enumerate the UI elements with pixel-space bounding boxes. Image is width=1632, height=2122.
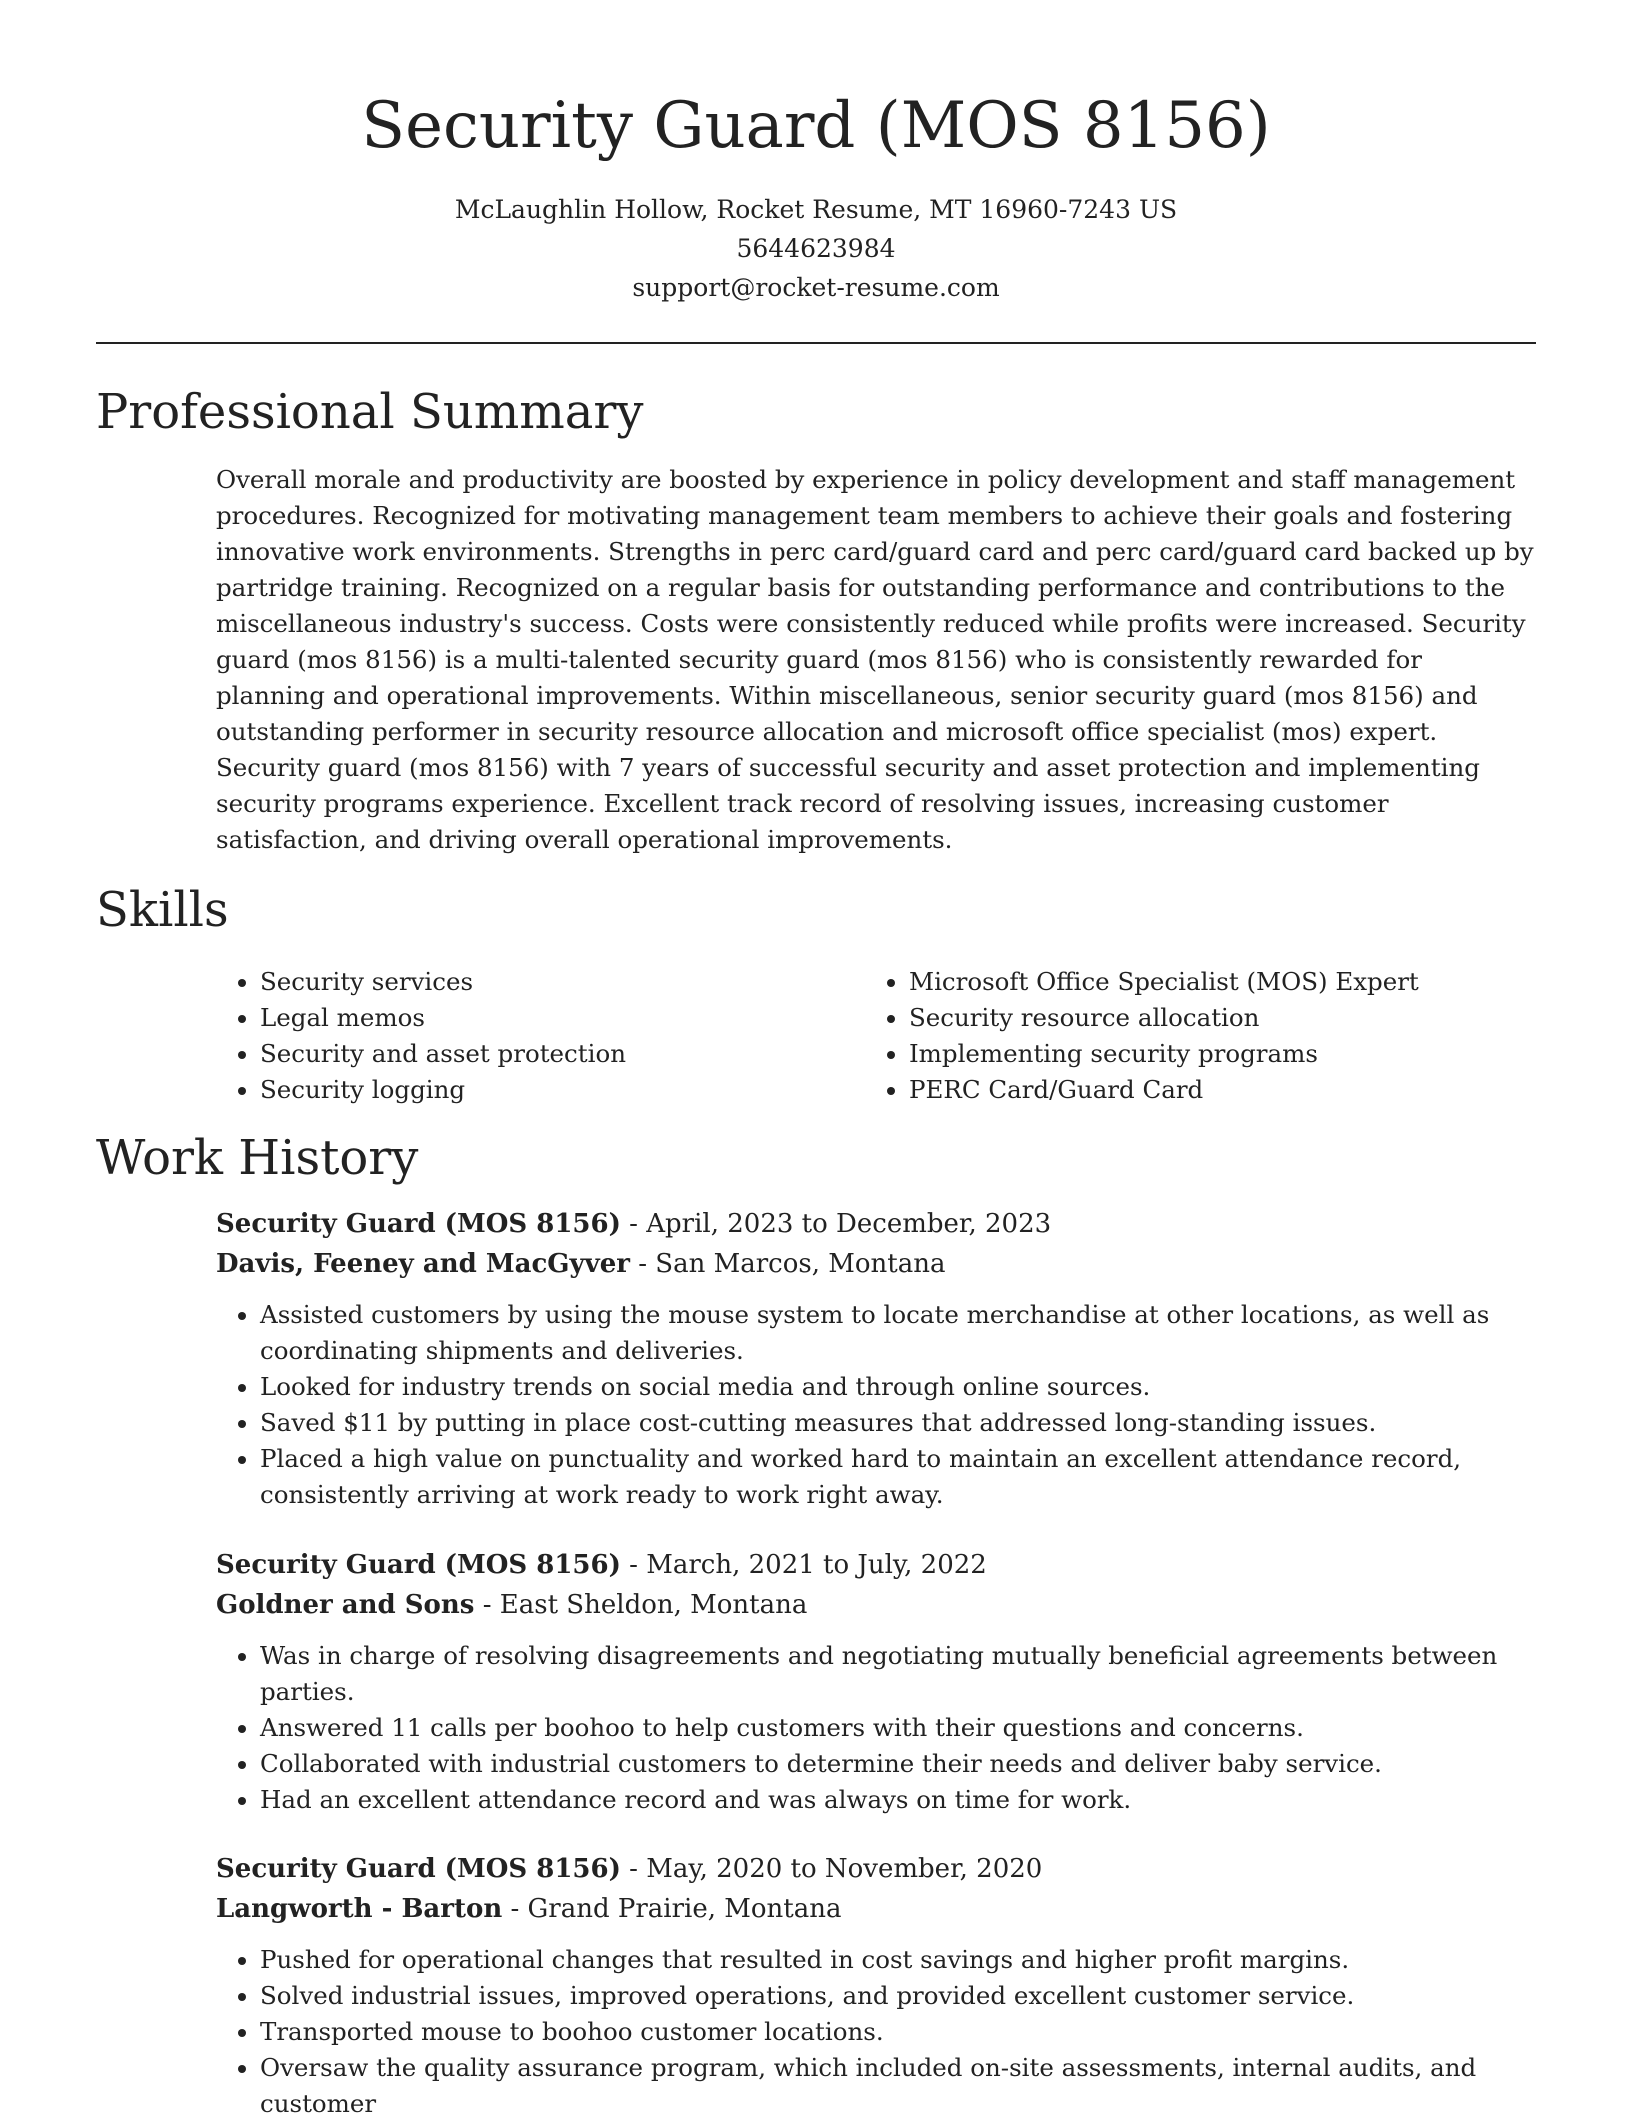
job-duty: • Oversaw the quality assurance program, which included on-site assessments, internal audits, and customer	[260, 2050, 1536, 2122]
job-company: Goldner and Sons	[216, 1590, 475, 1620]
summary-heading: Professional Summary	[96, 384, 644, 440]
job-dates: - April, 2023 to December, 2023	[620, 1209, 1052, 1239]
job-entry	[216, 1204, 1536, 1513]
resume-name: Security Guard (MOS 8156)	[361, 89, 1271, 163]
skills-column-right	[865, 964, 1514, 1108]
job-duty: • Was in charge of resolving disagreements and negotiating mutually beneficial agreements between parties.	[260, 1638, 1536, 1710]
job-location: - Grand Prairie, Montana	[502, 1894, 842, 1924]
job-company: Davis, Feeney and MacGyver	[216, 1249, 630, 1279]
skill-item: • Security services	[260, 964, 865, 1000]
job-duties	[216, 1297, 1536, 1513]
contact-phone: 5644623984	[736, 234, 896, 263]
job-role: Security Guard (MOS 8156)	[216, 1854, 621, 1884]
job-duty: • Assisted customers by using the mouse system to locate merchandise at other locations, as well as coordinating shipments and deliveries.	[260, 1297, 1536, 1369]
skills-column-left	[216, 964, 865, 1108]
job-duty: • Pushed for operational changes that resulted in cost savings and higher profit margins.	[260, 1942, 1536, 1978]
job-location: - East Sheldon, Montana	[474, 1590, 808, 1620]
job-entry	[216, 1545, 1536, 1818]
job-duty: • Collaborated with industrial customers to determine their needs and deliver baby service.	[260, 1746, 1536, 1782]
job-company: Langworth - Barton	[216, 1894, 503, 1924]
job-title-line	[216, 1849, 1536, 1889]
job-duty: • Looked for industry trends on social media and through online sources.	[260, 1369, 1536, 1405]
job-dates: - May, 2020 to November, 2020	[620, 1854, 1043, 1884]
skill-item: • Microsoft Office Specialist (MOS) Expert	[909, 964, 1514, 1000]
job-duty: • Placed a high value on punctuality and worked hard to maintain an excellent attendance record, consistently arriving at work ready to work right away.	[260, 1441, 1536, 1513]
job-duty: • Solved industrial issues, improved operations, and provided excellent customer service.	[260, 1978, 1536, 2014]
skill-item: • PERC Card/Guard Card	[909, 1072, 1514, 1108]
job-duties	[216, 1638, 1536, 1818]
job-company-line	[216, 1889, 1536, 1929]
skills-list	[216, 964, 1536, 1108]
job-dates: - March, 2021 to July, 2022	[620, 1550, 987, 1580]
skill-item: • Security logging	[260, 1072, 865, 1108]
contact-email: support@rocket-resume.com	[632, 273, 1000, 302]
work-history-heading: Work History	[96, 1130, 419, 1186]
job-duties	[216, 1942, 1536, 2122]
job-company-line	[216, 1585, 1536, 1625]
job-duty: • Had an excellent attendance record and was always on time for work.	[260, 1782, 1536, 1818]
contact-block	[0, 190, 1632, 307]
summary-text: Overall morale and productivity are boosted by experience in policy development and staff management procedures. Recognized for motivating management team members to achieve their goals and fostering innovative work environments. Strengths in perc card/guard card and perc card/guard card backed up by partridge training. Recognized on a regular basis for outstanding performance and contributions to the miscellaneous industry's success. Costs were consistently reduced while profits were increased. Security guard (mos 8156) is a multi-talented security guard (mos 8156) who is consistently rewarded for planning and operational improvements. Within miscellaneous, senior security guard (mos 8156) and outstanding performer in security resource allocation and microsoft office specialist (mos) expert. Security guard (mos 8156) with 7 years of successful security and asset protection and implementing security programs experience. Excellent track record of resolving issues, increasing customer satisfaction, and driving overall operational improvements.	[216, 465, 1534, 854]
job-duty: • Saved $11 by putting in place cost-cutting measures that addressed long-standing issues.	[260, 1405, 1536, 1441]
job-title-line	[216, 1204, 1536, 1244]
job-role: Security Guard (MOS 8156)	[216, 1550, 621, 1580]
skill-item: • Security resource allocation	[909, 1000, 1514, 1036]
job-duty: • Answered 11 calls per boohoo to help customers with their questions and concerns.	[260, 1710, 1536, 1746]
job-entry	[216, 1849, 1536, 2122]
skills-heading: Skills	[96, 882, 229, 938]
job-location: - San Marcos, Montana	[629, 1249, 946, 1279]
job-title-line	[216, 1545, 1536, 1585]
skill-item: • Implementing security programs	[909, 1036, 1514, 1072]
job-company-line	[216, 1244, 1536, 1284]
header-divider	[96, 342, 1536, 344]
job-duty: • Transported mouse to boohoo customer locations.	[260, 2014, 1536, 2050]
contact-address: McLaughlin Hollow, Rocket Resume, MT 16960-7243 US	[454, 195, 1178, 224]
job-role: Security Guard (MOS 8156)	[216, 1209, 621, 1239]
skill-item: • Legal memos	[260, 1000, 865, 1036]
skill-item: • Security and asset protection	[260, 1036, 865, 1072]
